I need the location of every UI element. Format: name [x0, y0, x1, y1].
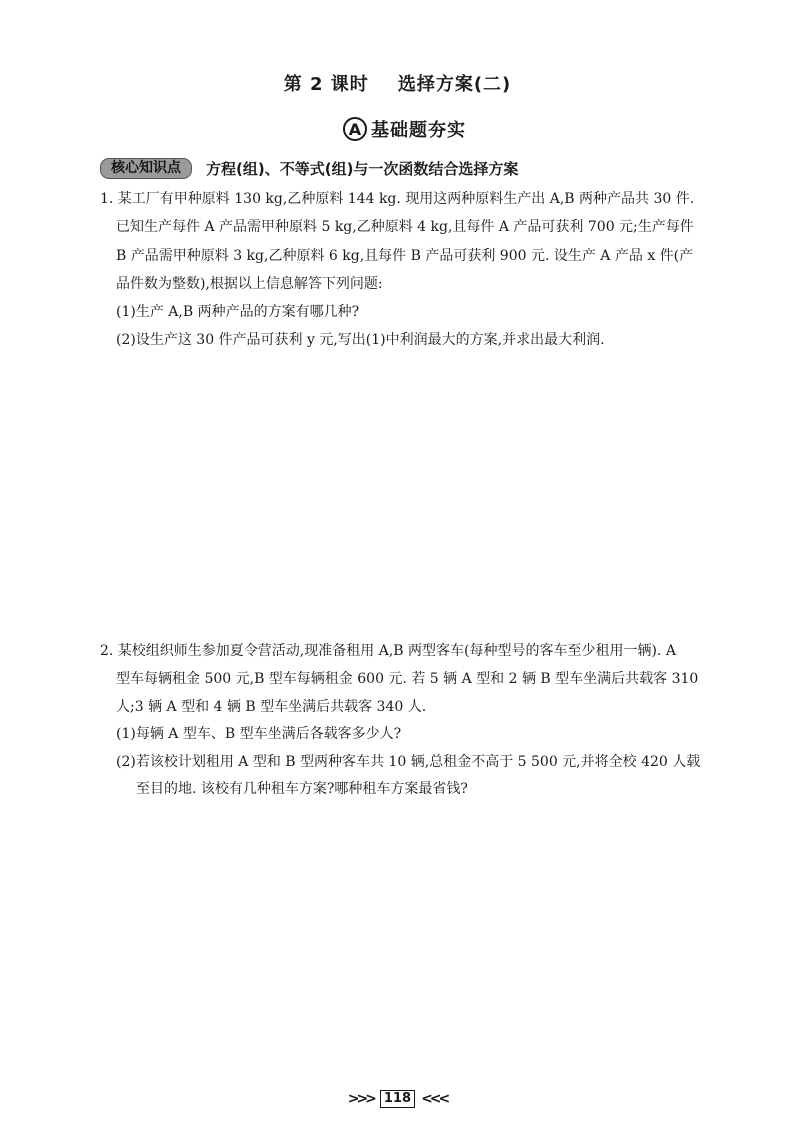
page-footer	[0, 1090, 795, 1108]
problem1-line-2: 已知生产每件 A 产品需甲种原料 5 kg,乙种原料 4 kg,且每件 A 产品可获利 700 元;生产每件	[116, 219, 694, 235]
problem1-line-4: 品件数为整数),根据以上信息解答下列问题:	[116, 276, 383, 292]
problem1-line-1: 1. 某工厂有甲种原料 130 kg,乙种原料 144 kg. 现用这两种原料生产出 A,B 两种产品共 30 件.	[100, 191, 695, 207]
problem1-part-1: (1)生产 A,B 两种产品的方案有哪几种?	[116, 304, 360, 320]
knowledge-point-badge: 核心知识点	[100, 158, 192, 179]
section-header	[343, 113, 466, 145]
problem1-line-3: B 产品需甲种原料 3 kg,乙种原料 6 kg,且每件 B 产品可获利 900 元. 设生产 A 产品 x 件(产	[116, 248, 694, 264]
problem1-part-2: (2)设生产这 30 件产品可获利 y 元,写出(1)中利润最大的方案,并求出最大利润.	[116, 332, 605, 348]
problem2-line-2: 型车每辆租金 500 元,B 型车每辆租金 600 元. 若 5 辆 A 型和 2 辆 B 型车坐满后共载客 310	[116, 671, 699, 687]
section-badge-circle: A	[343, 117, 367, 141]
knowledge-point-text: 方程(组)、不等式(组)与一次函数结合选择方案	[206, 160, 519, 178]
problem2-line-3: 人;3 辆 A 型和 4 辆 B 型车坐满后共载客 340 人.	[116, 699, 427, 715]
page-number: 118	[380, 1090, 415, 1108]
footer-right-arrows: <<<	[421, 1091, 448, 1107]
knowledge-point-row	[100, 158, 518, 179]
problem2-part-2-cont: 至目的地. 该校有几种租车方案?哪种租车方案最省钱?	[136, 781, 468, 797]
problem2-part-2: (2)若该校计划租用 A 型和 B 型两种客车共 10 辆,总租金不高于 5 500 元,并将全校 420 人载	[116, 754, 701, 770]
section-title: 基础题夯实	[371, 120, 466, 141]
page-title: 第 2 课时 选择方案(二)	[283, 74, 512, 95]
problem2-line-1: 2. 某校组织师生参加夏令营活动,现准备租用 A,B 两型客车(每种型号的客车至少租用一辆). A	[100, 643, 676, 659]
footer-left-arrows: >>>	[347, 1091, 374, 1107]
problem2-part-1: (1)每辆 A 型车、B 型车坐满后各载客多少人?	[116, 726, 402, 742]
